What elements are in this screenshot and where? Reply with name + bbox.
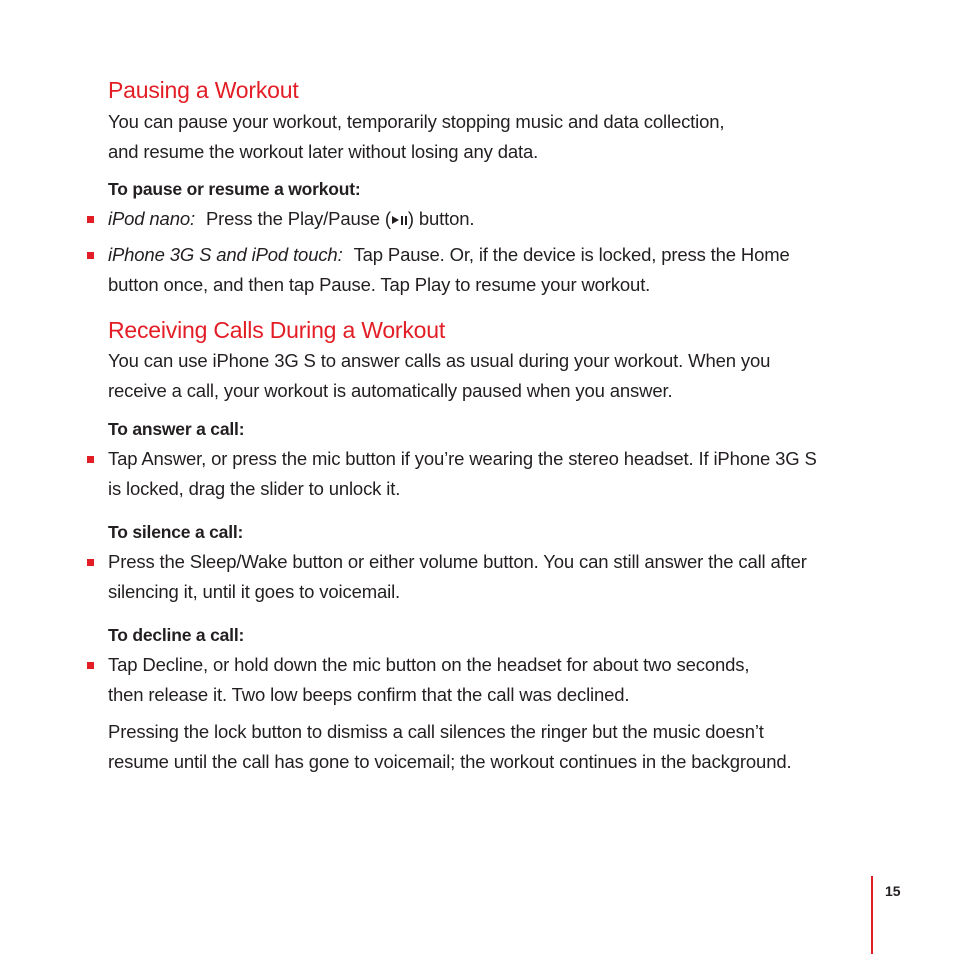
pausing-intro: [108, 107, 878, 167]
answer-steps-list: [108, 444, 878, 504]
list-item-ipod-nano: [108, 204, 878, 234]
note-line2: resume until the call has gone to voicemail; the workout continues in the background.: [108, 751, 792, 772]
task-label-silence: To silence a call:: [108, 522, 244, 542]
list-item-iphone-ipod-touch: [108, 240, 878, 300]
bullet-lead-ipod-nano: iPod nano:: [108, 208, 195, 229]
silence-steps-list: [108, 547, 878, 607]
play-pause-icon: [392, 216, 407, 225]
pausing-intro-line1: You can pause your workout, temporarily stopping music and data collection,: [108, 111, 725, 132]
bullet-square-icon: [87, 216, 94, 223]
bullet-line1: Tap Pause. Or, if the device is locked, press the Home: [353, 244, 790, 265]
answer-line2: is locked, drag the slider to unlock it.: [108, 478, 401, 499]
receiving-intro: [108, 346, 878, 406]
decline-line1: Tap Decline, or hold down the mic button on the headset for about two seconds,: [108, 654, 750, 675]
page-content: [108, 74, 878, 777]
bullet-line2: button once, and then tap Pause. Tap Play to resume your workout.: [108, 274, 651, 295]
bullet-square-icon: [87, 662, 94, 669]
list-item-silence: [108, 547, 878, 607]
pausing-intro-line2: and resume the workout later without losing any data.: [108, 141, 539, 162]
silence-line2: silencing it, until it goes to voicemail.: [108, 581, 401, 602]
bullet-square-icon: [87, 456, 94, 463]
task-label-pause-resume: To pause or resume a workout:: [108, 179, 361, 199]
decline-line2: then release it. Two low beeps confirm that the call was declined.: [108, 684, 630, 705]
decline-steps-list: [108, 650, 878, 710]
page-number: 15: [885, 883, 901, 899]
page-number-rule: [871, 876, 873, 954]
bullet-lead-iphone: iPhone 3G S and iPod touch:: [108, 244, 343, 265]
bullet-text-after-icon: ) button.: [407, 208, 475, 229]
task-label-answer: To answer a call:: [108, 419, 245, 439]
bullet-square-icon: [87, 559, 94, 566]
receiving-intro-line1: You can use iPhone 3G S to answer calls as usual during your workout. When you: [108, 350, 771, 371]
receiving-intro-line2: receive a call, your workout is automatically paused when you answer.: [108, 380, 673, 401]
bullet-text-before-icon: Press the Play/Pause (: [205, 208, 391, 229]
silence-line1: Press the Sleep/Wake button or either volume button. You can still answer the call after: [108, 551, 807, 572]
answer-line1: Tap Answer, or press the mic button if you’re wearing the stereo headset. If iPhone 3G S: [108, 448, 817, 469]
bullet-square-icon: [87, 252, 94, 259]
list-item-answer: [108, 444, 878, 504]
section-heading-receiving: Receiving Calls During a Workout: [108, 317, 446, 343]
section-heading-pausing: Pausing a Workout: [108, 77, 299, 103]
note-line1: Pressing the lock button to dismiss a call silences the ringer but the music doesn’t: [108, 721, 764, 742]
task-label-decline: To decline a call:: [108, 625, 245, 645]
pause-steps-list: [108, 204, 878, 300]
list-item-decline: [108, 650, 878, 710]
lock-button-note: [108, 717, 878, 777]
